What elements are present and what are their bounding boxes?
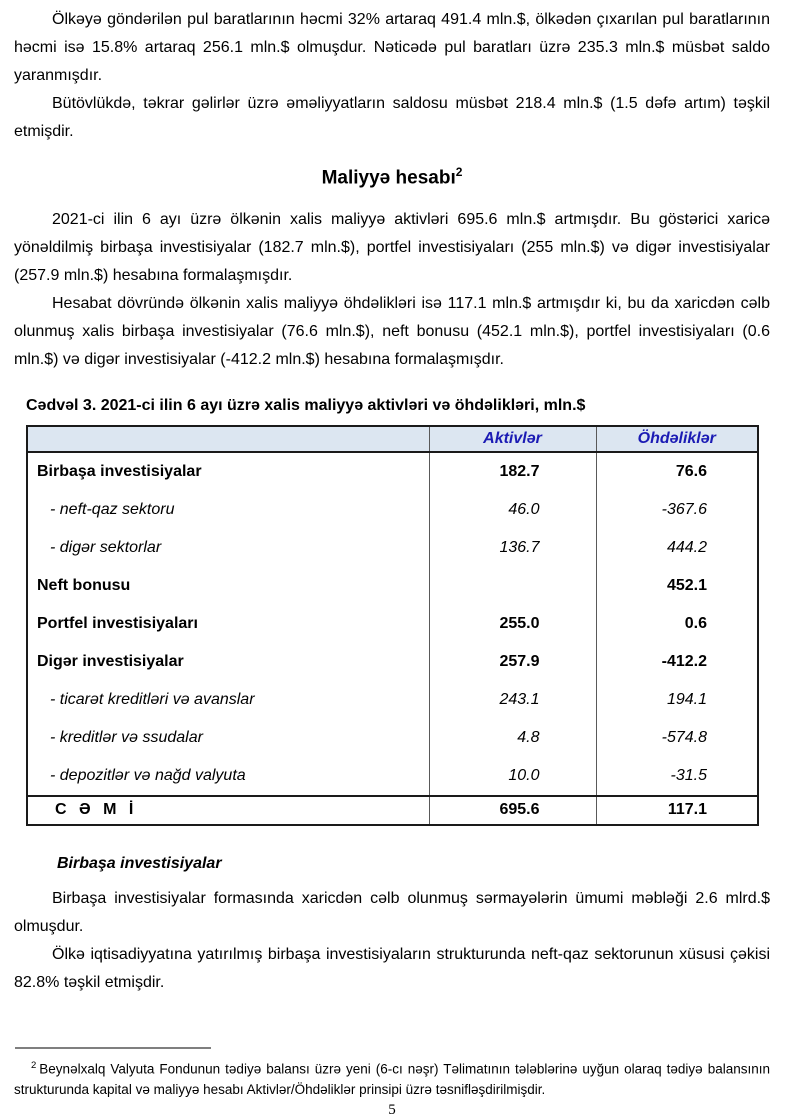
- financial-assets-liabilities-table: [26, 425, 759, 826]
- row-label: Neft bonusu: [27, 567, 429, 605]
- footnote-marker: 2: [31, 1060, 37, 1072]
- row-liabilities-value: 444.2: [596, 529, 758, 567]
- section-title-footnote-ref: 2: [455, 165, 463, 179]
- row-liabilities-value: -412.2: [596, 643, 758, 681]
- section-title-financial-account: [14, 159, 770, 191]
- table-caption: Cədvəl 3. 2021-ci ilin 6 ayı üzrə xalis maliyyə aktivləri və öhdəlikləri, mln.$: [26, 397, 586, 415]
- row-label: Birbaşa investisiyalar: [27, 452, 429, 491]
- section-title-text: Maliyyə hesabı: [321, 167, 456, 189]
- row-assets-value: 136.7: [429, 529, 596, 567]
- row-assets-value: 10.0: [429, 757, 596, 796]
- table-row-deposits-cash: [27, 757, 758, 796]
- table-row-trade-credits: [27, 681, 758, 719]
- paragraph-fdi-oil-gas-share: Ölkə iqtisadiyyatına yatırılmış birbaşa investisiyaların strukturunda neft-qaz sektorunun xüsusi çəkisi 82.8% təşkil etmişdir.: [14, 946, 770, 992]
- total-assets-value: 695.6: [429, 796, 596, 825]
- total-label: C Ə M İ: [27, 796, 429, 825]
- row-assets-value: 257.9: [429, 643, 596, 681]
- table-row-credits-loans: [27, 719, 758, 757]
- row-liabilities-value: -367.6: [596, 491, 758, 529]
- paragraph-net-financial-liabilities: Hesabat dövründə ölkənin xalis maliyyə öhdəlikləri isə 117.1 mln.$ artmışdır ki, bu da xaricdən cəlb olunmuş xalis birbaşa investisiyalar (76.6 mln.$), neft bonusu (452.1 mln.$), portfel investisiyaları (0.6 mln.$) və digər investisiyalar (-412.2 mln.$) hesabına formalaşmışdır.: [14, 295, 770, 369]
- subsection-title-direct-investments: Birbaşa investisiyalar: [57, 855, 222, 873]
- row-label: Digər investisiyalar: [27, 643, 429, 681]
- row-liabilities-value: -574.8: [596, 719, 758, 757]
- table-row-oil-bonus: [27, 567, 758, 605]
- row-label: - digər sektorlar: [27, 529, 429, 567]
- row-assets-value: 243.1: [429, 681, 596, 719]
- footnote-separator-rule: [15, 1047, 211, 1049]
- row-liabilities-value: 452.1: [596, 567, 758, 605]
- table-row-oil-gas-sector: [27, 491, 758, 529]
- table-row-other-sectors: [27, 529, 758, 567]
- row-label: - neft-qaz sektoru: [27, 491, 429, 529]
- total-liabilities-value: 117.1: [596, 796, 758, 825]
- paragraph-remittances: Ölkəyə göndərilən pul baratlarının həcmi 32% artaraq 491.4 mln.$, ölkədən çıxarılan pul baratlarının həcmi isə 15.8% artaraq 256.1 mln.$ olmuşdur. Nəticədə pul baratları üzrə 235.3 mln.$ müsbət saldo yaranmışdır.: [14, 11, 770, 84]
- page-number: 5: [388, 1101, 396, 1118]
- row-assets-value: 255.0: [429, 605, 596, 643]
- header-empty-cell: [27, 426, 429, 452]
- paragraph-fdi-total: Birbaşa investisiyalar formasında xaricdən cəlb olunmuş sərmayələrin ümumi məbləği 2.6 mlrd.$ olmuşdur.: [14, 890, 770, 936]
- row-assets-value: 4.8: [429, 719, 596, 757]
- row-assets-value: 182.7: [429, 452, 596, 491]
- table-header-row: [27, 426, 758, 452]
- paragraph-secondary-income: Bütövlükdə, təkrar gəlirlər üzrə əməliyyatların saldosu müsbət 218.4 mln.$ (1.5 dəfə artım) təşkil etmişdir.: [14, 95, 770, 140]
- row-label: - depozitlər və nağd valyuta: [27, 757, 429, 796]
- row-liabilities-value: 76.6: [596, 452, 758, 491]
- row-label: - kreditlər və ssudalar: [27, 719, 429, 757]
- row-liabilities-value: 0.6: [596, 605, 758, 643]
- paragraph-net-financial-assets: 2021-ci ilin 6 ayı üzrə ölkənin xalis maliyyə aktivləri 695.6 mln.$ artmışdır. Bu göstərici xaricə yönəldilmiş birbaşa investisiyalar (182.7 mln.$), portfel investisiyaları (255 mln.$) və digər investisiyalar (257.9 mln.$) hesabına formalaşmışdır.: [14, 211, 770, 285]
- row-assets-value: 46.0: [429, 491, 596, 529]
- table-row-direct-investments: [27, 452, 758, 491]
- row-liabilities-value: -31.5: [596, 757, 758, 796]
- footnote-body: Beynəlxalq Valyuta Fondunun tədiyə balansı üzrə yeni (6-cı nəşr) Təlimatının tələblərinə uyğun olaraq tədiyə balansının strukturunda kapital və maliyyə hesabı Aktivlər/Öhdəliklər prinsipi üzrə təsnifləşdirilmişdir.: [14, 1061, 770, 1097]
- footnote-text: [14, 1056, 770, 1100]
- footnote-block: [14, 1047, 770, 1119]
- row-liabilities-value: 194.1: [596, 681, 758, 719]
- table-row-other-investments: [27, 643, 758, 681]
- row-assets-value: [429, 567, 596, 605]
- header-assets: Aktivlər: [429, 426, 596, 452]
- table-row-total: [27, 796, 758, 825]
- table-row-portfolio-investments: [27, 605, 758, 643]
- row-label: - ticarət kreditləri və avanslar: [27, 681, 429, 719]
- row-label: Portfel investisiyaları: [27, 605, 429, 643]
- header-liabilities: Öhdəliklər: [596, 426, 758, 452]
